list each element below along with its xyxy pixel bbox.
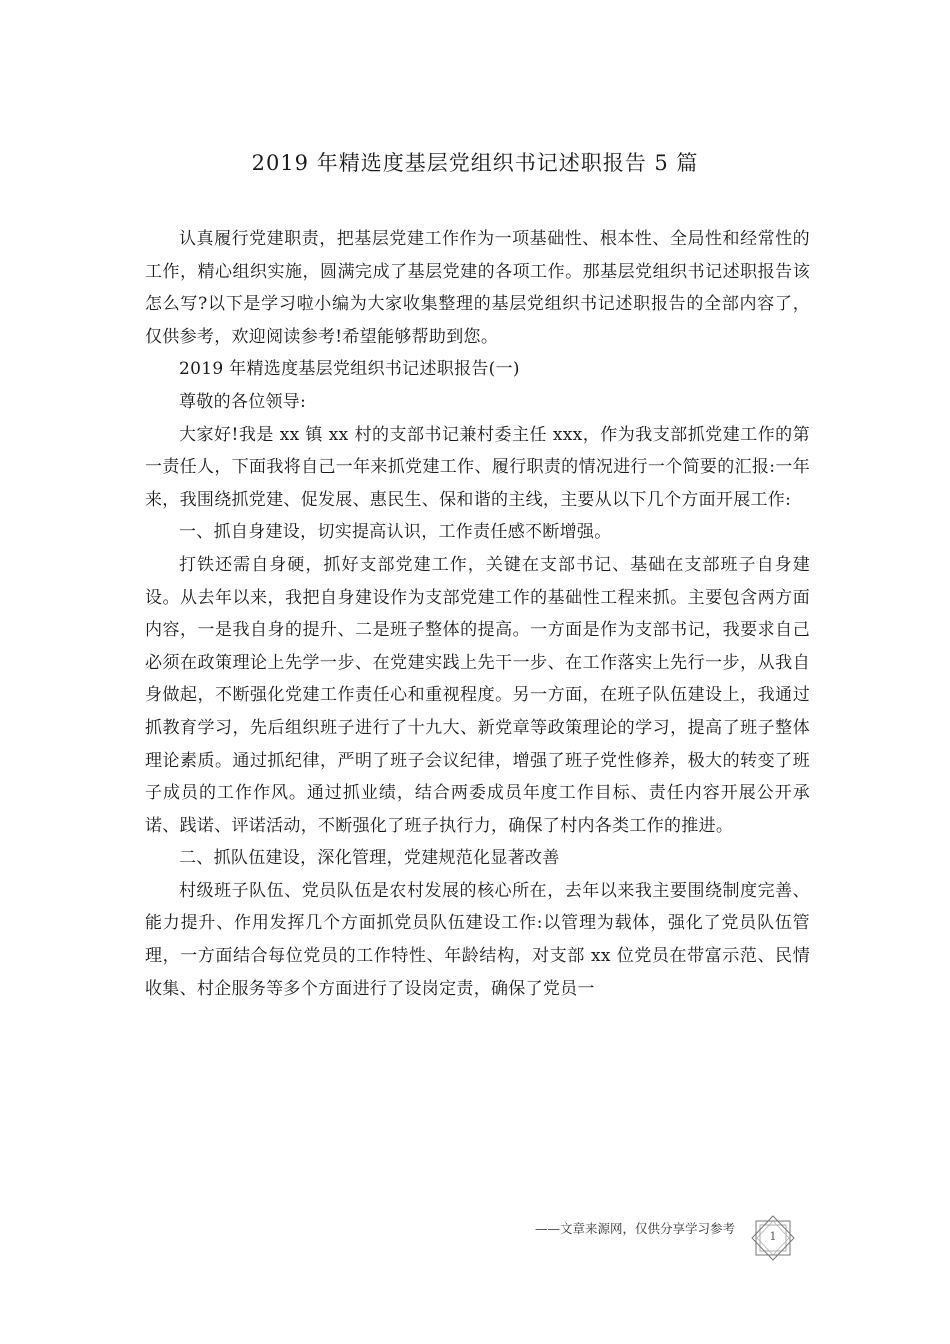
page-number-badge xyxy=(748,1215,798,1261)
page-number: 1 xyxy=(769,1230,777,1243)
document-title: 2019 年精选度基层党组织书记述职报告 5 篇 xyxy=(251,151,699,175)
paragraph-team-building: 村级班子队伍、党员队伍是农村发展的核心所在，去年以来我主要围绕制度完善、能力提升、作用发挥几个方面抓党员队伍建设工作:以管理为载体，强化了党员队伍管理，一方面结合每位党员的工作特性、年龄结构，对支部 xx 位党员在带富示范、民情收集、村企服务等多个方面进行了设岗定责，确保了党员一 xyxy=(145,880,810,999)
paragraph-self-building: 打铁还需自身硬，抓好支部党建工作，关键在支部书记、基础在支部班子自身建设。从去年以来，我把自身建设作为支部党建工作的基础性工程来抓。主要包含两方面内容，一是我自身的提升、二是班子整体的提高。一方面是作为支部书记，我要求自己必须在政策理论上先学一步、在党建实践上先干一步、在工作落实上先行一步，从我自身做起，不断强化党建工作责任心和重视程度。另一方面，在班子队伍建设上，我通过抓教育学习，先后组织班子进行了十九大、新党章等政策理论的学习，提高了班子整体理论素质。通过抓纪律，严明了班子会议纪律，增强了班子党性修养，极大的转变了班子成员的工作作风。通过抓业绩，结合两委成员年度工作目标、责任内容开展公开承诺、践诺、评诺活动，不断强化了班子执行力，确保了村内各类工作的推进。 xyxy=(145,554,810,836)
paragraph-salutation: 尊敬的各位领导: xyxy=(179,391,307,412)
paragraph-greeting: 大家好!我是 xx 镇 xx 村的支部书记兼村委主任 xxx，作为我支部抓党建工作的第一责任人，下面我将自己一年来抓党建工作、履行职责的情况进行一个简要的汇报:一年来，我围绕抓党建、促发展、惠民生、保和谐的主线，主要从以下几个方面开展工作: xyxy=(145,424,810,510)
paragraph-intro: 认真履行党建职责，把基层党建工作作为一项基础性、根本性、全局性和经常性的工作，精心组织实施，圆满完成了基层党建的各项工作。那基层党组织书记述职报告该怎么写?以下是学习啦小编为大家收集整理的基层党组织书记述职报告的全部内容了，仅供参考，欢迎阅读参考!希望能够帮助到您。 xyxy=(145,229,810,347)
footer-source-note: ——文章来源网，仅供分享学习参考 xyxy=(534,1221,735,1236)
paragraph-heading-one: 一、抓自身建设，切实提高认识，工作责任感不断增强。 xyxy=(179,522,612,543)
document-body xyxy=(145,223,810,1005)
paragraph-heading-two: 二、抓队伍建设，深化管理，党建规范化显著改善 xyxy=(179,848,560,869)
paragraph-section-heading: 2019 年精选度基层党组织书记述职报告(一) xyxy=(179,359,520,380)
